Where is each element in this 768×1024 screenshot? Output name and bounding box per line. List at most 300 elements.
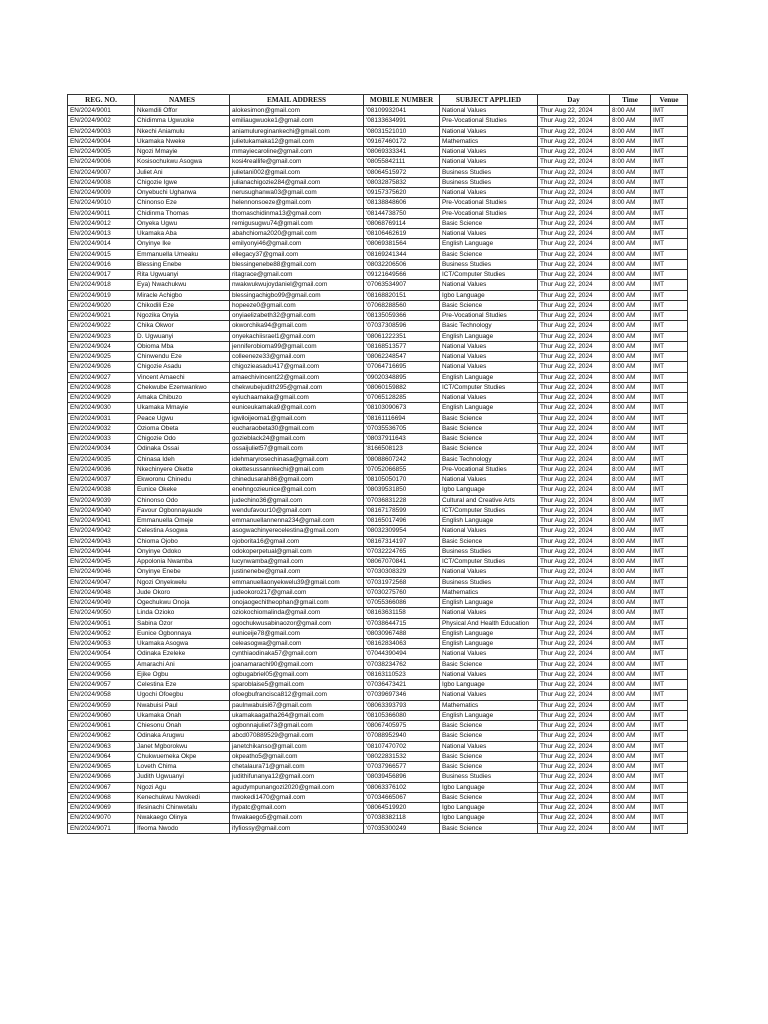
time-cell: 8:00 AM xyxy=(610,792,651,802)
name-cell: Chika Okwor xyxy=(135,321,230,331)
mobile-cell: '08064515972 xyxy=(364,167,440,177)
table-row xyxy=(68,700,688,710)
venue-cell: IMT xyxy=(651,782,688,792)
table-row xyxy=(68,475,688,485)
name-cell: Ukamaka Aba xyxy=(135,229,230,239)
day-cell: Thur Aug 22, 2024 xyxy=(538,567,610,577)
name-cell: Vincent Amaechi xyxy=(135,372,230,382)
venue-cell: IMT xyxy=(651,413,688,423)
time-cell: 8:00 AM xyxy=(610,341,651,351)
day-cell: Thur Aug 22, 2024 xyxy=(538,741,610,751)
venue-cell: IMT xyxy=(651,464,688,474)
mobile-cell: '08135059366 xyxy=(364,311,440,321)
subject-cell: National Values xyxy=(440,352,538,362)
subject-cell: Cultural and Creative Arts xyxy=(440,495,538,505)
day-cell: Thur Aug 22, 2024 xyxy=(538,372,610,382)
name-cell: Celestina Asogwa xyxy=(135,526,230,536)
reg-no-cell: EN/2024/9049 xyxy=(68,598,135,608)
reg-no-cell: EN/2024/9020 xyxy=(68,300,135,310)
venue-cell: IMT xyxy=(651,423,688,433)
day-cell: Thur Aug 22, 2024 xyxy=(538,803,610,813)
time-cell: 8:00 AM xyxy=(610,516,651,526)
reg-no-cell: EN/2024/9006 xyxy=(68,157,135,167)
table-row xyxy=(68,782,688,792)
mobile-cell: '08163110523 xyxy=(364,669,440,679)
table-row xyxy=(68,259,688,269)
day-cell: Thur Aug 22, 2024 xyxy=(538,106,610,116)
mobile-cell: '08163631158 xyxy=(364,608,440,618)
name-cell: Emmanuella Omeje xyxy=(135,516,230,526)
email-cell: blessingachigbo99@gmail.com xyxy=(230,290,364,300)
email-cell: thomaschidinma13@gmail.com xyxy=(230,208,364,218)
day-cell: Thur Aug 22, 2024 xyxy=(538,270,610,280)
venue-cell: IMT xyxy=(651,721,688,731)
venue-cell: IMT xyxy=(651,393,688,403)
day-cell: Thur Aug 22, 2024 xyxy=(538,485,610,495)
subject-cell: National Values xyxy=(440,649,538,659)
name-cell: Ngozi Mmayie xyxy=(135,147,230,157)
day-cell: Thur Aug 22, 2024 xyxy=(538,413,610,423)
subject-cell: Basic Science xyxy=(440,300,538,310)
table-row xyxy=(68,598,688,608)
email-cell: amaechivincent22@gmail.com xyxy=(230,372,364,382)
table-row xyxy=(68,516,688,526)
table-row xyxy=(68,680,688,690)
day-cell: Thur Aug 22, 2024 xyxy=(538,188,610,198)
reg-no-cell: EN/2024/9019 xyxy=(68,290,135,300)
name-cell: Blessing Enebe xyxy=(135,259,230,269)
name-cell: Juliet Ani xyxy=(135,167,230,177)
time-cell: 8:00 AM xyxy=(610,198,651,208)
name-cell: Nwabuisi Paul xyxy=(135,700,230,710)
email-cell: kosi4reallife@gmail.com xyxy=(230,157,364,167)
reg-no-cell: EN/2024/9023 xyxy=(68,331,135,341)
reg-no-cell: EN/2024/9045 xyxy=(68,557,135,567)
venue-cell: IMT xyxy=(651,188,688,198)
day-cell: Thur Aug 22, 2024 xyxy=(538,669,610,679)
time-cell: 8:00 AM xyxy=(610,782,651,792)
name-cell: Odinaka Ezeleke xyxy=(135,649,230,659)
email-cell: sparoblaise5@gmail.com xyxy=(230,680,364,690)
mobile-cell: '08069381564 xyxy=(364,239,440,249)
email-cell: justinenebe@gmail.com xyxy=(230,567,364,577)
time-cell: 8:00 AM xyxy=(610,557,651,567)
name-cell: Ifeoma Nwodo xyxy=(135,823,230,833)
mobile-cell: '07052066855 xyxy=(364,464,440,474)
subject-cell: Basic Science xyxy=(440,536,538,546)
reg-no-cell: EN/2024/9027 xyxy=(68,372,135,382)
table-row xyxy=(68,382,688,392)
email-cell: janetchikanso@gmail.com xyxy=(230,741,364,751)
email-cell: ifypatc@gmail.com xyxy=(230,803,364,813)
email-cell: fnwakaego5@gmail.com xyxy=(230,813,364,823)
venue-cell: IMT xyxy=(651,362,688,372)
venue-cell: IMT xyxy=(651,772,688,782)
day-cell: Thur Aug 22, 2024 xyxy=(538,772,610,782)
subject-cell: ICT/Computer Studies xyxy=(440,557,538,567)
name-cell: Onyeka Ugwu xyxy=(135,218,230,228)
mobile-cell: '08161116694 xyxy=(364,413,440,423)
email-cell: julianachigozie284@gmail.com xyxy=(230,177,364,187)
mobile-cell: '08031521010 xyxy=(364,126,440,136)
time-cell: 8:00 AM xyxy=(610,218,651,228)
table-row xyxy=(68,772,688,782)
email-cell: lucynwamba@gmail.com xyxy=(230,557,364,567)
day-cell: Thur Aug 22, 2024 xyxy=(538,557,610,567)
time-cell: 8:00 AM xyxy=(610,741,651,751)
email-cell: cynthiaodinaka57@gmail.com xyxy=(230,649,364,659)
day-cell: Thur Aug 22, 2024 xyxy=(538,659,610,669)
table-row xyxy=(68,331,688,341)
table-row xyxy=(68,198,688,208)
venue-cell: IMT xyxy=(651,259,688,269)
venue-cell: IMT xyxy=(651,608,688,618)
venue-cell: IMT xyxy=(651,382,688,392)
venue-cell: IMT xyxy=(651,341,688,351)
name-cell: Ugochi Ofoegbu xyxy=(135,690,230,700)
table-row xyxy=(68,116,688,126)
mobile-cell: '08133634991 xyxy=(364,116,440,126)
table-row xyxy=(68,311,688,321)
email-cell: onyiaelizabeth32@gmail.com xyxy=(230,311,364,321)
email-cell: paulnwabuisi67@gmail.com xyxy=(230,700,364,710)
table-row xyxy=(68,741,688,751)
table-row xyxy=(68,649,688,659)
reg-no-cell: EN/2024/9001 xyxy=(68,106,135,116)
venue-cell: IMT xyxy=(651,813,688,823)
email-cell: emmanuellaonyekwelu39@gmail.com xyxy=(230,577,364,587)
mobile-cell: '07038644715 xyxy=(364,618,440,628)
name-cell: Chinonso Odo xyxy=(135,495,230,505)
venue-cell: IMT xyxy=(651,751,688,761)
time-cell: 8:00 AM xyxy=(610,639,651,649)
email-cell: chekwubejudith295@gmail.com xyxy=(230,382,364,392)
subject-cell: Basic Science xyxy=(440,423,538,433)
table-row xyxy=(68,495,688,505)
email-cell: okettesussannkechi@gmail.com xyxy=(230,464,364,474)
mobile-cell: '08062248547 xyxy=(364,352,440,362)
subject-cell: National Values xyxy=(440,126,538,136)
venue-cell: IMT xyxy=(651,649,688,659)
reg-no-cell: EN/2024/9060 xyxy=(68,710,135,720)
day-cell: Thur Aug 22, 2024 xyxy=(538,731,610,741)
reg-no-cell: EN/2024/9037 xyxy=(68,475,135,485)
subject-cell: Pre-Vocational Studies xyxy=(440,311,538,321)
name-cell: Chioma Ojobo xyxy=(135,536,230,546)
email-cell: joanamarachi90@gmail.com xyxy=(230,659,364,669)
table-row xyxy=(68,147,688,157)
reg-no-cell: EN/2024/9058 xyxy=(68,690,135,700)
reg-no-cell: EN/2024/9012 xyxy=(68,218,135,228)
reg-no-cell: EN/2024/9011 xyxy=(68,208,135,218)
table-row xyxy=(68,639,688,649)
venue-cell: IMT xyxy=(651,669,688,679)
name-cell: Nkemdili Offor xyxy=(135,106,230,116)
time-cell: 8:00 AM xyxy=(610,290,651,300)
mobile-cell: '08032309954 xyxy=(364,526,440,536)
reg-no-cell: EN/2024/9025 xyxy=(68,352,135,362)
subject-cell: English Language xyxy=(440,239,538,249)
time-cell: 8:00 AM xyxy=(610,762,651,772)
subject-cell: National Values xyxy=(440,188,538,198)
col-header-email: EMAIL ADDRESS xyxy=(230,95,364,106)
name-cell: Nkechi Aniamulu xyxy=(135,126,230,136)
day-cell: Thur Aug 22, 2024 xyxy=(538,700,610,710)
day-cell: Thur Aug 22, 2024 xyxy=(538,259,610,269)
name-cell: Chekwube Ezenwankwo xyxy=(135,382,230,392)
day-cell: Thur Aug 22, 2024 xyxy=(538,167,610,177)
day-cell: Thur Aug 22, 2024 xyxy=(538,290,610,300)
day-cell: Thur Aug 22, 2024 xyxy=(538,454,610,464)
name-cell: Odinaka Ossai xyxy=(135,444,230,454)
table-body xyxy=(68,106,688,834)
day-cell: Thur Aug 22, 2024 xyxy=(538,280,610,290)
table-row xyxy=(68,546,688,556)
time-cell: 8:00 AM xyxy=(610,136,651,146)
reg-no-cell: EN/2024/9057 xyxy=(68,680,135,690)
subject-cell: Basic Science xyxy=(440,434,538,444)
email-cell: helennonsoeze@gmail.com xyxy=(230,198,364,208)
name-cell: Onyebuchi Ughanwa xyxy=(135,188,230,198)
subject-cell: Basic Science xyxy=(440,751,538,761)
reg-no-cell: EN/2024/9066 xyxy=(68,772,135,782)
table-row xyxy=(68,792,688,802)
subject-cell: National Values xyxy=(440,229,538,239)
mobile-cell: '08060159882 xyxy=(364,382,440,392)
mobile-cell: '07064716695 xyxy=(364,362,440,372)
day-cell: Thur Aug 22, 2024 xyxy=(538,505,610,515)
venue-cell: IMT xyxy=(651,731,688,741)
subject-cell: ICT/Computer Studies xyxy=(440,382,538,392)
email-cell: okpeatho5@gmail.com xyxy=(230,751,364,761)
subject-cell: Basic Science xyxy=(440,792,538,802)
table-row xyxy=(68,270,688,280)
time-cell: 8:00 AM xyxy=(610,803,651,813)
subject-cell: National Values xyxy=(440,393,538,403)
name-cell: Kosisochukwu Asogwa xyxy=(135,157,230,167)
email-cell: ifyfiossy@gmail.com xyxy=(230,823,364,833)
email-cell: agudympunangozi2020@gmail.com xyxy=(230,782,364,792)
reg-no-cell: EN/2024/9032 xyxy=(68,423,135,433)
venue-cell: IMT xyxy=(651,546,688,556)
subject-cell: Mathematics xyxy=(440,700,538,710)
reg-no-cell: EN/2024/9071 xyxy=(68,823,135,833)
time-cell: 8:00 AM xyxy=(610,311,651,321)
table-row xyxy=(68,403,688,413)
day-cell: Thur Aug 22, 2024 xyxy=(538,229,610,239)
email-cell: chinedusarah86@gmail.com xyxy=(230,475,364,485)
mobile-cell: '08162834063 xyxy=(364,639,440,649)
time-cell: 8:00 AM xyxy=(610,454,651,464)
email-cell: aniamulureginankechi@gmail.com xyxy=(230,126,364,136)
mobile-cell: '08039531850 xyxy=(364,485,440,495)
mobile-cell: '07037308596 xyxy=(364,321,440,331)
subject-cell: National Values xyxy=(440,526,538,536)
time-cell: 8:00 AM xyxy=(610,485,651,495)
mobile-cell: '08167314197 xyxy=(364,536,440,546)
reg-no-cell: EN/2024/9050 xyxy=(68,608,135,618)
venue-cell: IMT xyxy=(651,403,688,413)
mobile-cell: '08063376102 xyxy=(364,782,440,792)
subject-cell: Basic Science xyxy=(440,249,538,259)
header-row xyxy=(68,95,688,106)
time-cell: 8:00 AM xyxy=(610,731,651,741)
email-cell: euniceukamaka9@gmail.com xyxy=(230,403,364,413)
mobile-cell: '07035300249 xyxy=(364,823,440,833)
mobile-cell: '07036473421 xyxy=(364,680,440,690)
mobile-cell: '08169241344 xyxy=(364,249,440,259)
venue-cell: IMT xyxy=(651,639,688,649)
mobile-cell: '07035536705 xyxy=(364,423,440,433)
email-cell: julietukamaka12@gmail.com xyxy=(230,136,364,146)
subject-cell: English Language xyxy=(440,628,538,638)
venue-cell: IMT xyxy=(651,136,688,146)
subject-cell: Business Studies xyxy=(440,177,538,187)
venue-cell: IMT xyxy=(651,762,688,772)
reg-no-cell: EN/2024/9059 xyxy=(68,700,135,710)
reg-no-cell: EN/2024/9068 xyxy=(68,792,135,802)
venue-cell: IMT xyxy=(651,618,688,628)
venue-cell: IMT xyxy=(651,803,688,813)
name-cell: Ejike Ogbu xyxy=(135,669,230,679)
time-cell: 8:00 AM xyxy=(610,413,651,423)
time-cell: 8:00 AM xyxy=(610,331,651,341)
name-cell: Janet Mgborokwu xyxy=(135,741,230,751)
day-cell: Thur Aug 22, 2024 xyxy=(538,751,610,761)
mobile-cell: '08144738750 xyxy=(364,208,440,218)
mobile-cell: '08067070841 xyxy=(364,557,440,567)
mobile-cell: '08032875832 xyxy=(364,177,440,187)
col-header-venue: Venue xyxy=(651,95,688,106)
venue-cell: IMT xyxy=(651,157,688,167)
time-cell: 8:00 AM xyxy=(610,167,651,177)
table-row xyxy=(68,823,688,833)
reg-no-cell: EN/2024/9065 xyxy=(68,762,135,772)
day-cell: Thur Aug 22, 2024 xyxy=(538,444,610,454)
venue-cell: IMT xyxy=(651,475,688,485)
day-cell: Thur Aug 22, 2024 xyxy=(538,598,610,608)
name-cell: Celestina Eze xyxy=(135,680,230,690)
venue-cell: IMT xyxy=(651,311,688,321)
name-cell: Chidimma Ugwuoke xyxy=(135,116,230,126)
reg-no-cell: EN/2024/9044 xyxy=(68,546,135,556)
venue-cell: IMT xyxy=(651,300,688,310)
venue-cell: IMT xyxy=(651,147,688,157)
time-cell: 8:00 AM xyxy=(610,721,651,731)
email-cell: judechino36@gmail.com xyxy=(230,495,364,505)
time-cell: 8:00 AM xyxy=(610,372,651,382)
day-cell: Thur Aug 22, 2024 xyxy=(538,423,610,433)
name-cell: Onyinye Enebe xyxy=(135,567,230,577)
table-row xyxy=(68,372,688,382)
table-row xyxy=(68,362,688,372)
email-cell: blessingenebe88@gmail.com xyxy=(230,259,364,269)
table-row xyxy=(68,423,688,433)
name-cell: Ngozi Onyekwelu xyxy=(135,577,230,587)
subject-cell: Basic Science xyxy=(440,218,538,228)
mobile-cell: '07055366086 xyxy=(364,598,440,608)
venue-cell: IMT xyxy=(651,218,688,228)
table-row xyxy=(68,618,688,628)
subject-cell: Igbo Language xyxy=(440,485,538,495)
day-cell: Thur Aug 22, 2024 xyxy=(538,813,610,823)
name-cell: Sabina Ozor xyxy=(135,618,230,628)
mobile-cell: '09157375620 xyxy=(364,188,440,198)
venue-cell: IMT xyxy=(651,321,688,331)
name-cell: Chidinma Thomas xyxy=(135,208,230,218)
reg-no-cell: EN/2024/9007 xyxy=(68,167,135,177)
mobile-cell: '07038234762 xyxy=(364,659,440,669)
time-cell: 8:00 AM xyxy=(610,464,651,474)
reg-no-cell: EN/2024/9010 xyxy=(68,198,135,208)
day-cell: Thur Aug 22, 2024 xyxy=(538,331,610,341)
time-cell: 8:00 AM xyxy=(610,505,651,515)
day-cell: Thur Aug 22, 2024 xyxy=(538,341,610,351)
time-cell: 8:00 AM xyxy=(610,321,651,331)
day-cell: Thur Aug 22, 2024 xyxy=(538,546,610,556)
subject-cell: National Values xyxy=(440,362,538,372)
table-row xyxy=(68,628,688,638)
table-row xyxy=(68,352,688,362)
email-cell: chigozieasadu417@gmail.com xyxy=(230,362,364,372)
venue-cell: IMT xyxy=(651,700,688,710)
table-row xyxy=(68,157,688,167)
venue-cell: IMT xyxy=(651,659,688,669)
time-cell: 8:00 AM xyxy=(610,434,651,444)
day-cell: Thur Aug 22, 2024 xyxy=(538,710,610,720)
email-cell: ritagrace@gmail.com xyxy=(230,270,364,280)
reg-no-cell: EN/2024/9056 xyxy=(68,669,135,679)
mobile-cell: '08168820151 xyxy=(364,290,440,300)
subject-cell: National Values xyxy=(440,669,538,679)
name-cell: Ekworonu Chinedu xyxy=(135,475,230,485)
subject-cell: Igbo Language xyxy=(440,680,538,690)
col-header-reg-no: REG. NO. xyxy=(68,95,135,106)
time-cell: 8:00 AM xyxy=(610,393,651,403)
time-cell: 8:00 AM xyxy=(610,546,651,556)
email-cell: onyekachiisrael1@gmail.com xyxy=(230,331,364,341)
mobile-cell: '08069333341 xyxy=(364,147,440,157)
email-cell: nwakwukwujoydaniel@gmail.com xyxy=(230,280,364,290)
time-cell: 8:00 AM xyxy=(610,126,651,136)
table-row xyxy=(68,444,688,454)
reg-no-cell: EN/2024/9005 xyxy=(68,147,135,157)
venue-cell: IMT xyxy=(651,680,688,690)
day-cell: Thur Aug 22, 2024 xyxy=(538,300,610,310)
subject-cell: Basic Science xyxy=(440,413,538,423)
reg-no-cell: EN/2024/9017 xyxy=(68,270,135,280)
name-cell: Ukamaka Mmayie xyxy=(135,403,230,413)
subject-cell: National Values xyxy=(440,567,538,577)
time-cell: 8:00 AM xyxy=(610,772,651,782)
table-row xyxy=(68,803,688,813)
venue-cell: IMT xyxy=(651,208,688,218)
time-cell: 8:00 AM xyxy=(610,628,651,638)
subject-cell: Basic Science xyxy=(440,823,538,833)
name-cell: Chinonso Eze xyxy=(135,198,230,208)
time-cell: 8:00 AM xyxy=(610,700,651,710)
reg-no-cell: EN/2024/9062 xyxy=(68,731,135,741)
day-cell: Thur Aug 22, 2024 xyxy=(538,536,610,546)
reg-no-cell: EN/2024/9061 xyxy=(68,721,135,731)
mobile-cell: '07031972568 xyxy=(364,577,440,587)
reg-no-cell: EN/2024/9028 xyxy=(68,382,135,392)
mobile-cell: '08068769114 xyxy=(364,218,440,228)
reg-no-cell: EN/2024/9021 xyxy=(68,311,135,321)
applicants-table xyxy=(67,94,688,834)
time-cell: 8:00 AM xyxy=(610,690,651,700)
table-row xyxy=(68,567,688,577)
